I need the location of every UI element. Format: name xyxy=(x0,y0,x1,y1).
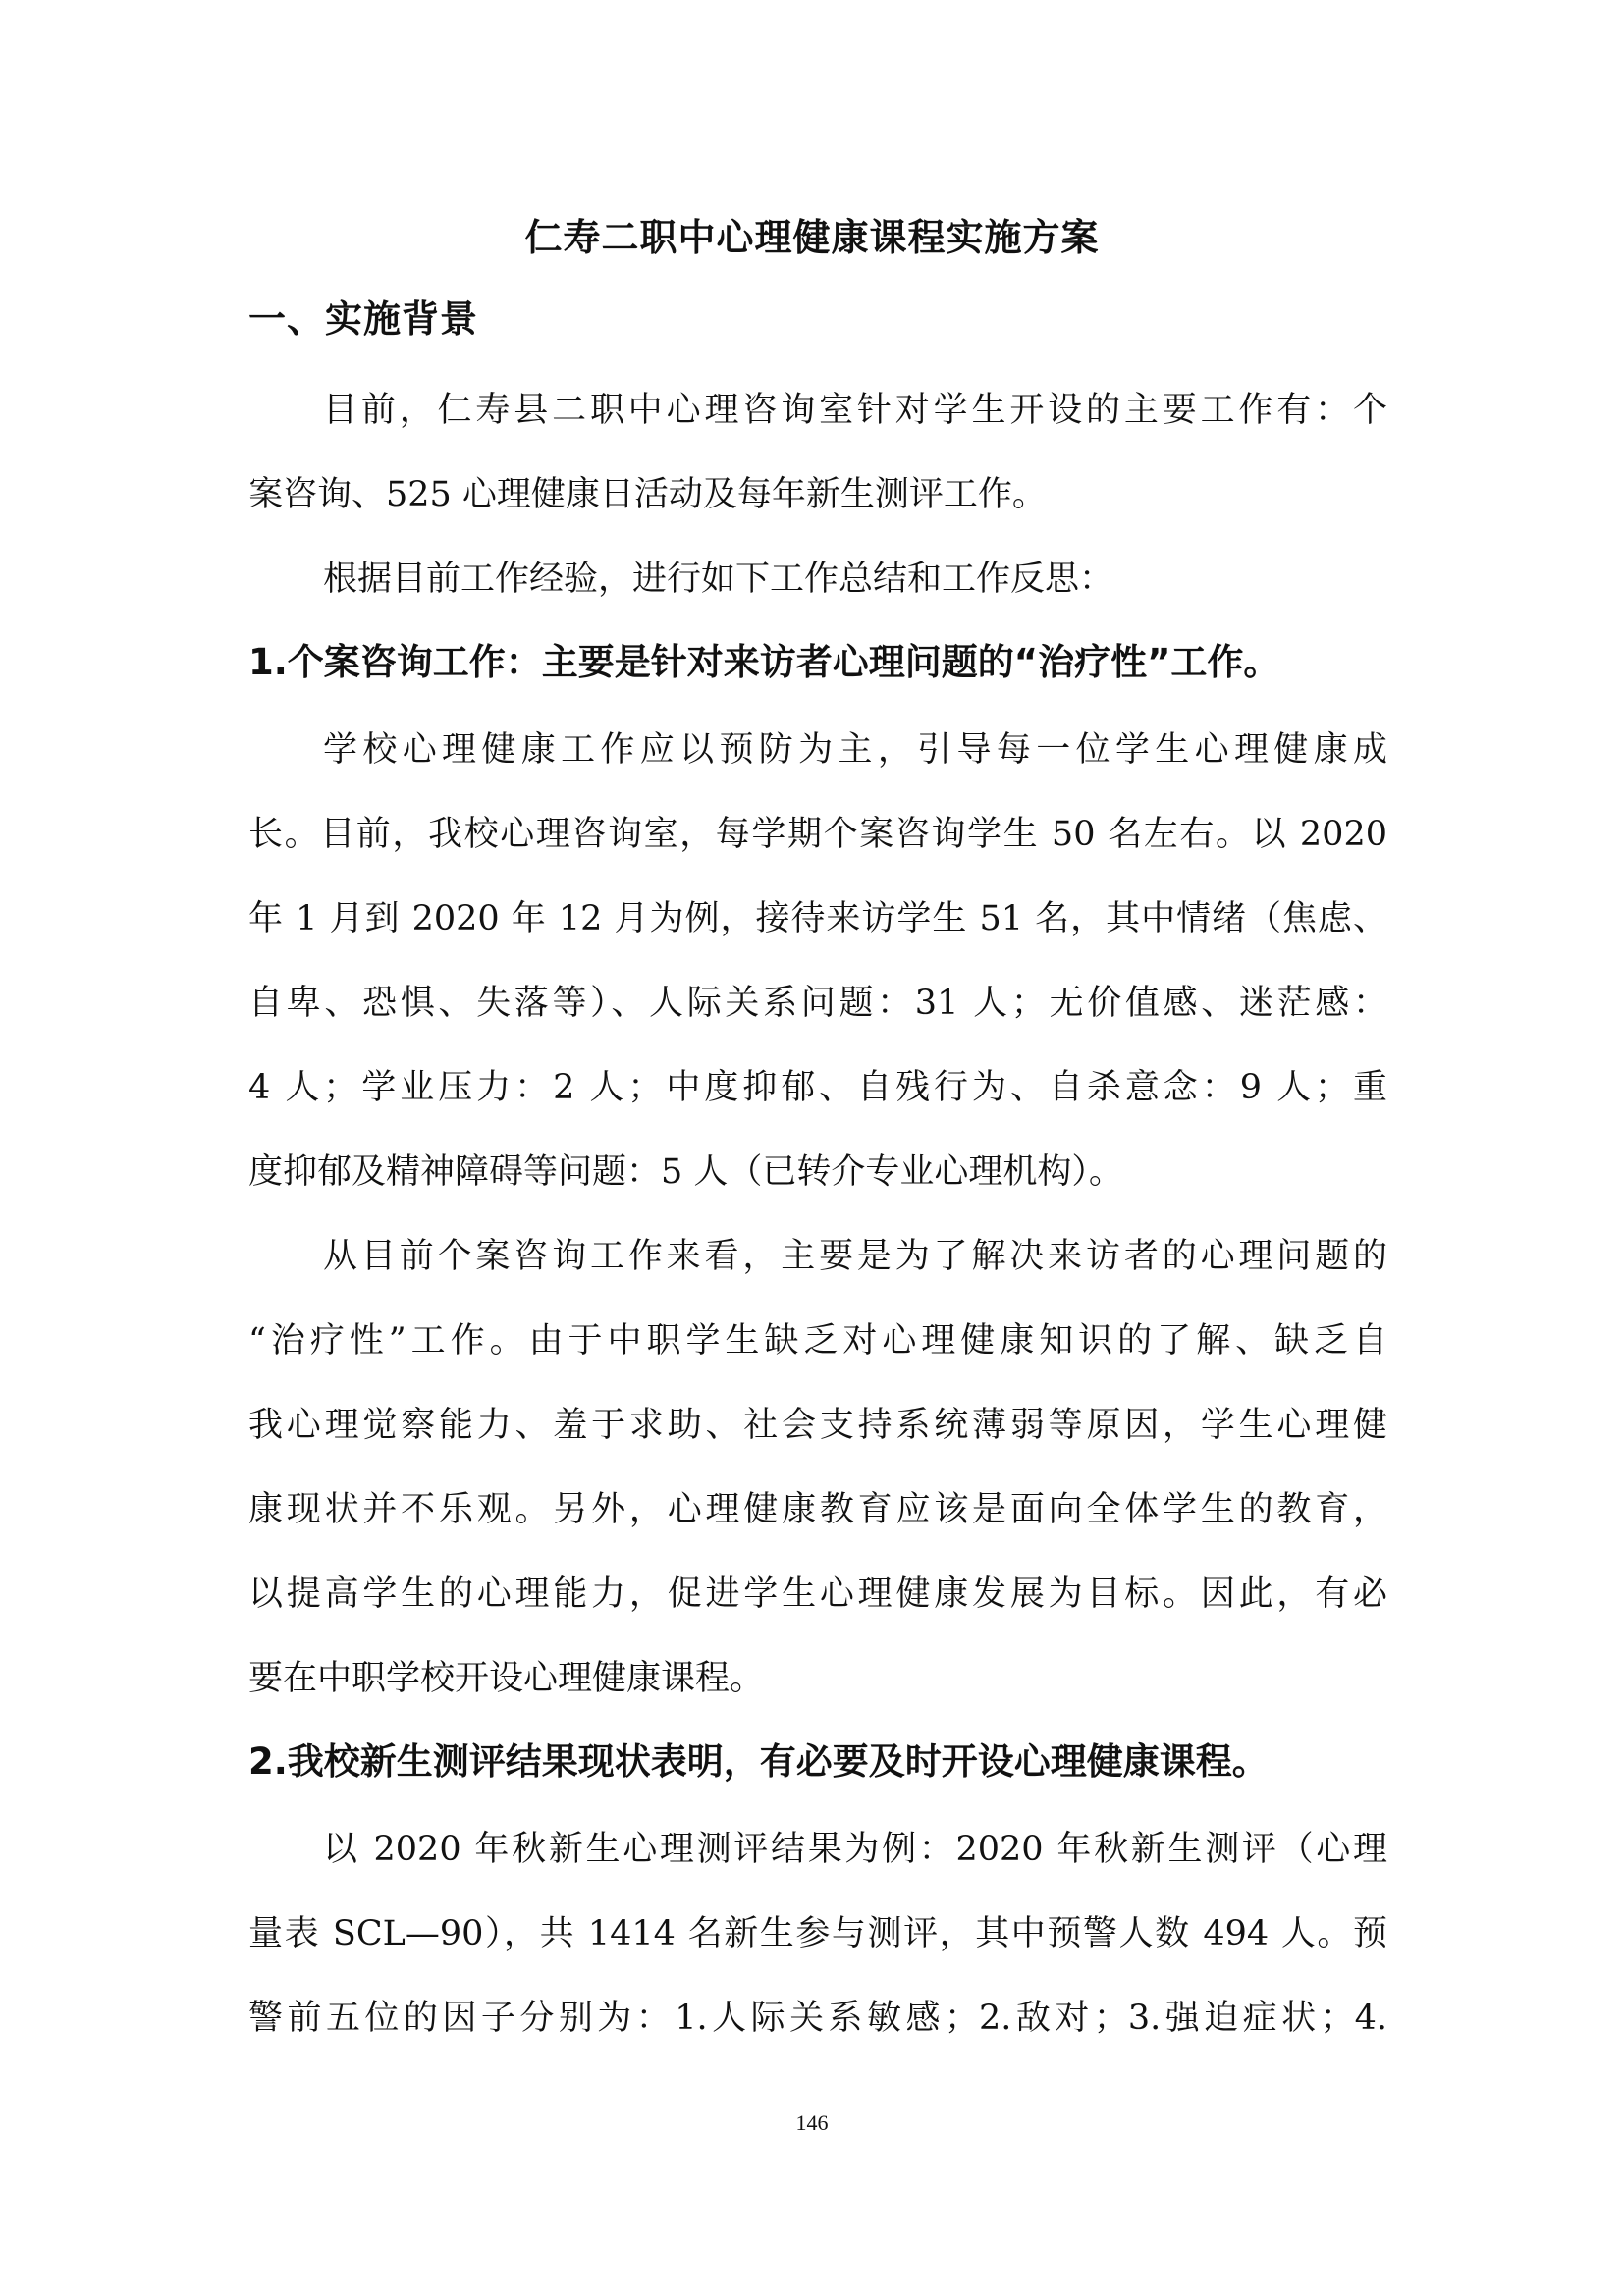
paragraph-line: 度抑郁及精神障碍等问题：5 人（已转介专业心理机构）。 xyxy=(248,1152,1123,1192)
paragraph-line: 康现状并不乐观。另外，心理健康教育应该是面向全体学生的教育， xyxy=(248,1490,1387,1529)
document-title: 仁寿二职中心理健康课程实施方案 xyxy=(524,216,1100,259)
paragraph-line: 以 2020 年秋新生心理测评结果为例：2020 年秋新生测评（心理 xyxy=(323,1830,1387,1869)
paragraph-assessment-data xyxy=(248,1807,1387,2060)
paragraph-line: 根据目前工作经验，进行如下工作总结和工作反思： xyxy=(323,560,1114,599)
paragraph-line: 警前五位的因子分别为：1.人际关系敏感；2.敌对；3.强迫症状；4. xyxy=(248,1999,1387,2038)
paragraph-line: 案咨询、525 心理健康日活动及每年新生测评工作。 xyxy=(248,475,1047,514)
paragraph-line: 以提高学生的心理能力，促进学生心理健康发展为目标。因此，有必 xyxy=(248,1575,1387,1614)
paragraph-case-statistics xyxy=(248,708,1387,1214)
paragraph-line: 目前，仁寿县二职中心理咨询室针对学生开设的主要工作有：个 xyxy=(323,391,1387,430)
paragraph-line: 自卑、恐惧、失落等）、人际关系问题：31 人；无价值感、迷茫感： xyxy=(248,984,1387,1023)
paragraph-line: 要在中职学校开设心理健康课程。 xyxy=(248,1659,765,1698)
paragraph-course-necessity xyxy=(248,1214,1387,1721)
section-heading-background: 一、实施背景 xyxy=(248,297,479,341)
paragraph-line: 量表 SCL—90），共 1414 名新生参与测评，其中预警人数 494 人。预 xyxy=(248,1914,1387,1953)
paragraph-line: 学校心理健康工作应以预防为主，引导每一位学生心理健康成 xyxy=(323,730,1387,770)
paragraph-line: 从目前个案咨询工作来看，主要是为了解决来访者的心理问题的 xyxy=(323,1237,1387,1276)
paragraph-current-work xyxy=(248,368,1387,537)
subheading-assessment-results: 2.我校新生测评结果现状表明，有必要及时开设心理健康课程。 xyxy=(248,1740,1269,1783)
paragraph-line: “治疗性”工作。由于中职学生缺乏对心理健康知识的了解、缺乏自 xyxy=(248,1321,1387,1361)
subheading-case-counseling: 1.个案咨询工作：主要是针对来访者心理问题的“治疗性”工作。 xyxy=(248,641,1280,683)
paragraph-line: 长。目前，我校心理咨询室，每学期个案咨询学生 50 名左右。以 2020 xyxy=(248,815,1387,854)
paragraph-summary-intro xyxy=(248,537,1387,621)
paragraph-line: 年 1 月到 2020 年 12 月为例，接待来访学生 51 名，其中情绪（焦虑、 xyxy=(248,899,1387,938)
page-number: 146 xyxy=(795,2110,829,2135)
paragraph-line: 4 人；学业压力：2 人；中度抑郁、自残行为、自杀意念：9 人；重 xyxy=(248,1068,1387,1107)
document-body xyxy=(248,290,1387,2060)
paragraph-line: 我心理觉察能力、羞于求助、社会支持系统薄弱等原因，学生心理健 xyxy=(248,1406,1387,1445)
